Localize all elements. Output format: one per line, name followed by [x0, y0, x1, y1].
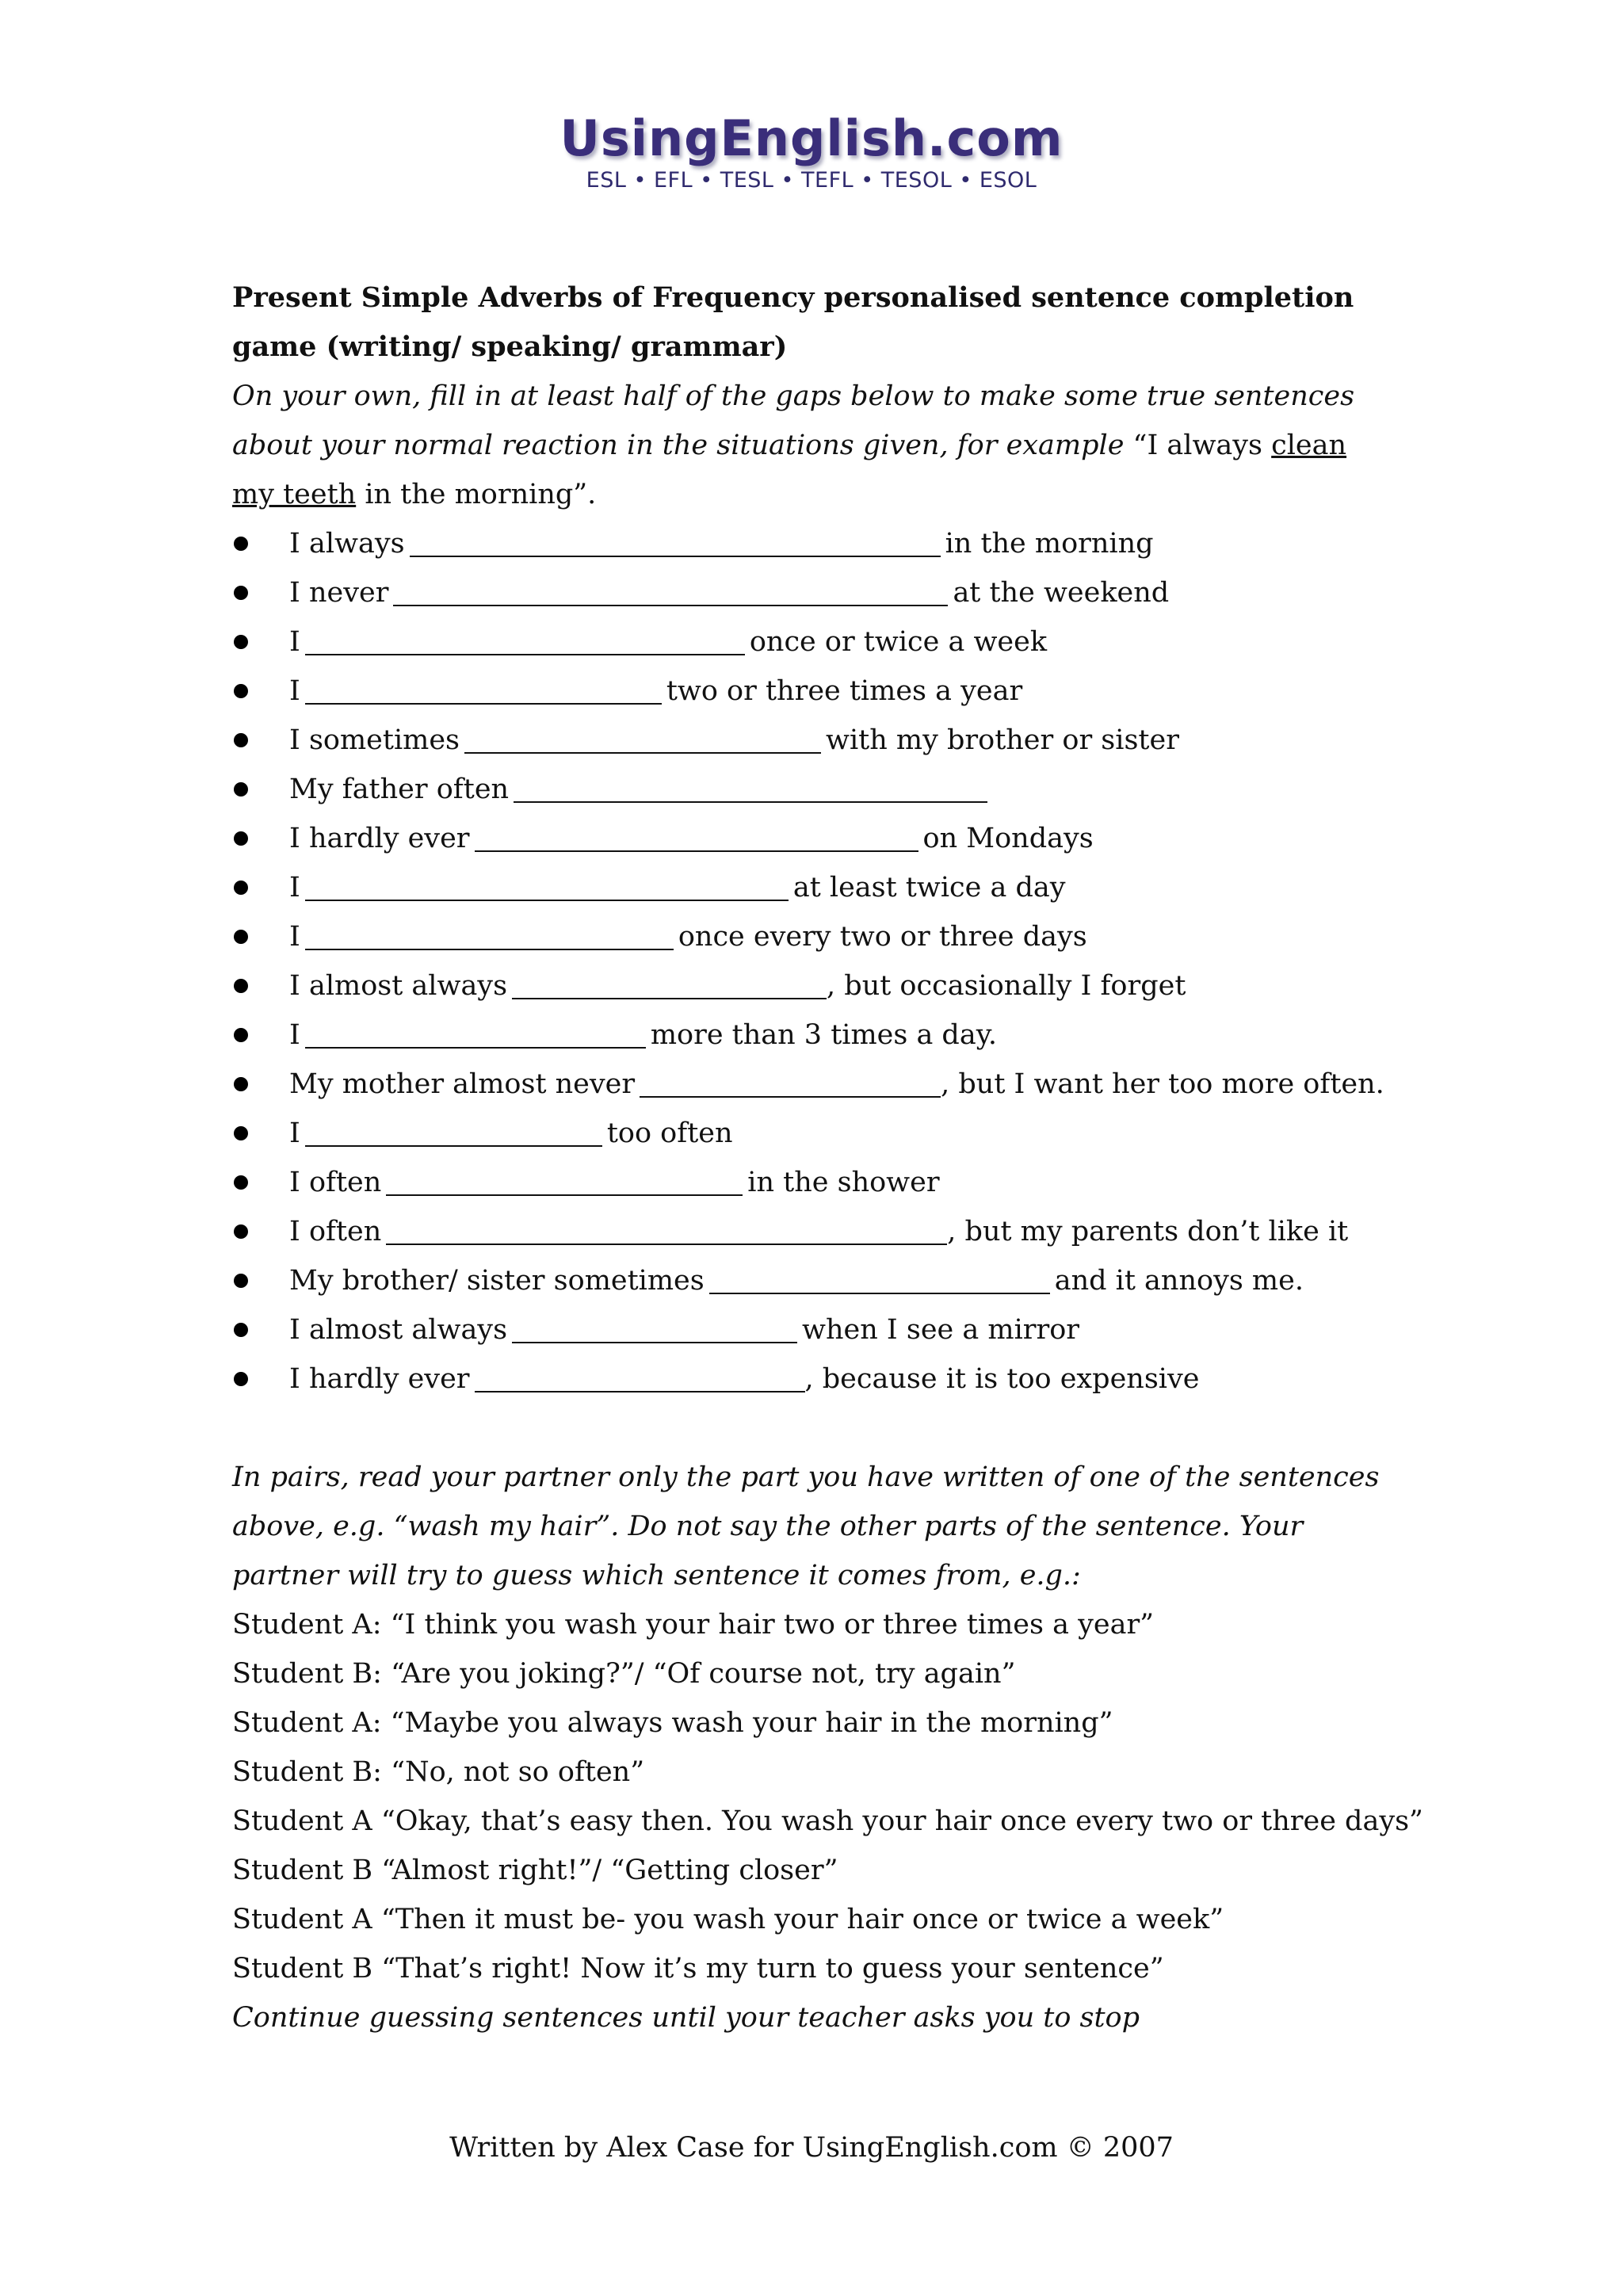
sentence-item [232, 1158, 1397, 1207]
sentence-item [232, 961, 1397, 1010]
sentence-end: at the weekend [953, 577, 1170, 609]
sentence-start: I sometimes [289, 724, 460, 756]
sentence-end: two or three times a year [666, 675, 1023, 707]
example-post: in the morning”. [356, 479, 597, 510]
bullet-icon [234, 684, 248, 698]
sentence-start: I [289, 1117, 300, 1149]
fill-in-blank[interactable] [475, 1359, 805, 1392]
sentence-start: I often [289, 1167, 382, 1198]
bullet-icon [234, 831, 248, 846]
bullet-icon [234, 1323, 248, 1337]
sentence-item [232, 1010, 1397, 1060]
sentence-end: on Mondays [922, 823, 1094, 854]
instructions [232, 372, 1397, 519]
sentence-end: , but occasionally I forget [827, 970, 1186, 1002]
example-dialogue [232, 1600, 1423, 1993]
sentence-start: I [289, 872, 300, 904]
sentence-end: more than 3 times a day. [650, 1019, 997, 1051]
fill-in-blank[interactable] [305, 1114, 602, 1147]
fill-in-blank[interactable] [640, 1064, 941, 1098]
dialogue-line: Student A “Then it must be- you wash your hair once or twice a week” [232, 1904, 1224, 1935]
footer-credit: Written by Alex Case for UsingEnglish.com © 2007 [449, 2132, 1174, 2164]
sentence-end: , because it is too expensive [804, 1363, 1200, 1395]
sentence-end: once every two or three days [678, 921, 1087, 953]
sentence-end: at least twice a day [792, 872, 1066, 904]
bullet-icon [234, 1224, 248, 1239]
sentence-item [232, 667, 1397, 716]
bullet-icon [234, 1372, 248, 1386]
sentence-end: and it annoys me. [1054, 1265, 1304, 1297]
sentence-start: I often [289, 1216, 382, 1247]
fill-in-blank[interactable] [475, 819, 918, 852]
sentence-item [232, 814, 1397, 863]
dialogue-line: Student A: “I think you wash your hair two or three times a year” [232, 1609, 1155, 1641]
dialogue-line: Student B: “No, not so often” [232, 1756, 645, 1788]
sentence-start: My father often [289, 774, 510, 805]
fill-in-blank[interactable] [305, 671, 662, 705]
fill-in-blank[interactable] [512, 966, 827, 999]
fill-in-blank[interactable] [305, 868, 789, 901]
sentence-start: I [289, 626, 300, 658]
sentence-start: My mother almost never [289, 1068, 636, 1100]
sentence-item [232, 1109, 1397, 1158]
fill-in-blank[interactable] [464, 720, 821, 754]
sentence-start: I always [289, 528, 405, 560]
sentence-start: I [289, 1019, 300, 1051]
dialogue-line: Student B “That’s right! Now it’s my turn to guess your sentence” [232, 1953, 1164, 1985]
fill-in-blank[interactable] [305, 917, 674, 950]
sentence-start: I never [289, 577, 389, 609]
sentence-item [232, 1207, 1397, 1256]
bullet-icon [234, 782, 248, 797]
closing-instruction: Continue guessing sentences until your teacher asks you to stop [232, 2002, 1140, 2034]
bullet-icon [234, 881, 248, 895]
dialogue-line: Student A “Okay, that’s easy then. You wash your hair once every two or three days” [232, 1805, 1423, 1837]
site-logo [0, 111, 1623, 193]
sentence-item [232, 863, 1397, 912]
sentence-item [232, 617, 1397, 667]
sentence-end: in the shower [747, 1167, 940, 1198]
dialogue-line: Student B: “Are you joking?”/ “Of course not, try again” [232, 1658, 1016, 1690]
worksheet-content [232, 273, 1423, 2042]
bullet-icon [234, 586, 248, 600]
sentence-item [232, 1060, 1397, 1109]
sentence-item [232, 1305, 1397, 1354]
bullet-icon [234, 635, 248, 649]
fill-in-blank[interactable] [386, 1163, 743, 1196]
sentence-end: in the morning [945, 528, 1154, 560]
sentence-start: I almost always [289, 1314, 508, 1346]
logo-tagline: ESL • EFL • TESL • TEFL • TESOL • ESOL [586, 168, 1037, 193]
fill-in-blank[interactable] [305, 1015, 646, 1049]
sentence-start: I hardly ever [289, 823, 470, 854]
instructions-text: On your own, fill in at least half of the gaps below to make some true sentences about your normal reaction in the situations given, for example [232, 380, 1355, 461]
sentence-start: My brother/ sister sometimes [289, 1265, 705, 1297]
worksheet-title: Present Simple Adverbs of Frequency personalised sentence completion game (writing/ speaking/ grammar) [232, 281, 1354, 363]
pairs-instructions: In pairs, read your partner only the part you have written of one of the sentences above, e.g. “wash my hair”. Do not say the other parts of the sentence. Your partner will try to guess which sentence it comes from, e.g.: [232, 1461, 1380, 1591]
dialogue-line: Student B “Almost right!”/ “Getting closer” [232, 1855, 838, 1886]
section-spacer [232, 1404, 1397, 1453]
bullet-icon [234, 1028, 248, 1042]
sentence-item [232, 519, 1397, 568]
fill-in-blank[interactable] [512, 1310, 797, 1343]
sentence-item [232, 568, 1397, 617]
bullet-icon [234, 1126, 248, 1140]
sentence-item [232, 912, 1397, 961]
fill-in-blank[interactable] [393, 573, 948, 606]
sentence-end: , but I want her too more often. [941, 1068, 1384, 1100]
bullet-icon [234, 1274, 248, 1288]
sentence-end: once or twice a week [749, 626, 1048, 658]
sentence-start: I [289, 675, 300, 707]
dialogue-line: Student A: “Maybe you always wash your hair in the morning” [232, 1707, 1113, 1739]
bullet-icon [234, 537, 248, 551]
sentence-item [232, 716, 1397, 765]
sentence-item [232, 1256, 1397, 1305]
fill-in-blank[interactable] [514, 770, 987, 803]
sentence-end: when I see a mirror [802, 1314, 1080, 1346]
sentence-end: with my brother or sister [826, 724, 1179, 756]
example-pre: “I always [1132, 430, 1272, 461]
sentence-start: I almost always [289, 970, 508, 1002]
fill-in-blank[interactable] [709, 1261, 1050, 1294]
sentence-item [232, 765, 1397, 814]
sentence-end: , but my parents don’t like it [947, 1216, 1349, 1247]
fill-in-blank[interactable] [410, 524, 941, 557]
sentence-start: I hardly ever [289, 1363, 470, 1395]
bullet-icon [234, 733, 248, 747]
logo-wordmark: UsingEnglish.com [559, 109, 1064, 167]
bullet-icon [234, 930, 248, 944]
fill-in-blank[interactable] [386, 1212, 947, 1245]
fill-in-blank[interactable] [305, 622, 745, 655]
sentence-end: too often [606, 1117, 733, 1149]
sentence-start: I [289, 921, 300, 953]
example-underlined: clean my teeth [232, 430, 1347, 510]
bullet-icon [234, 979, 248, 993]
bullet-icon [234, 1077, 248, 1091]
bullet-icon [234, 1175, 248, 1190]
sentence-list [232, 519, 1397, 1404]
sentence-item [232, 1354, 1397, 1404]
